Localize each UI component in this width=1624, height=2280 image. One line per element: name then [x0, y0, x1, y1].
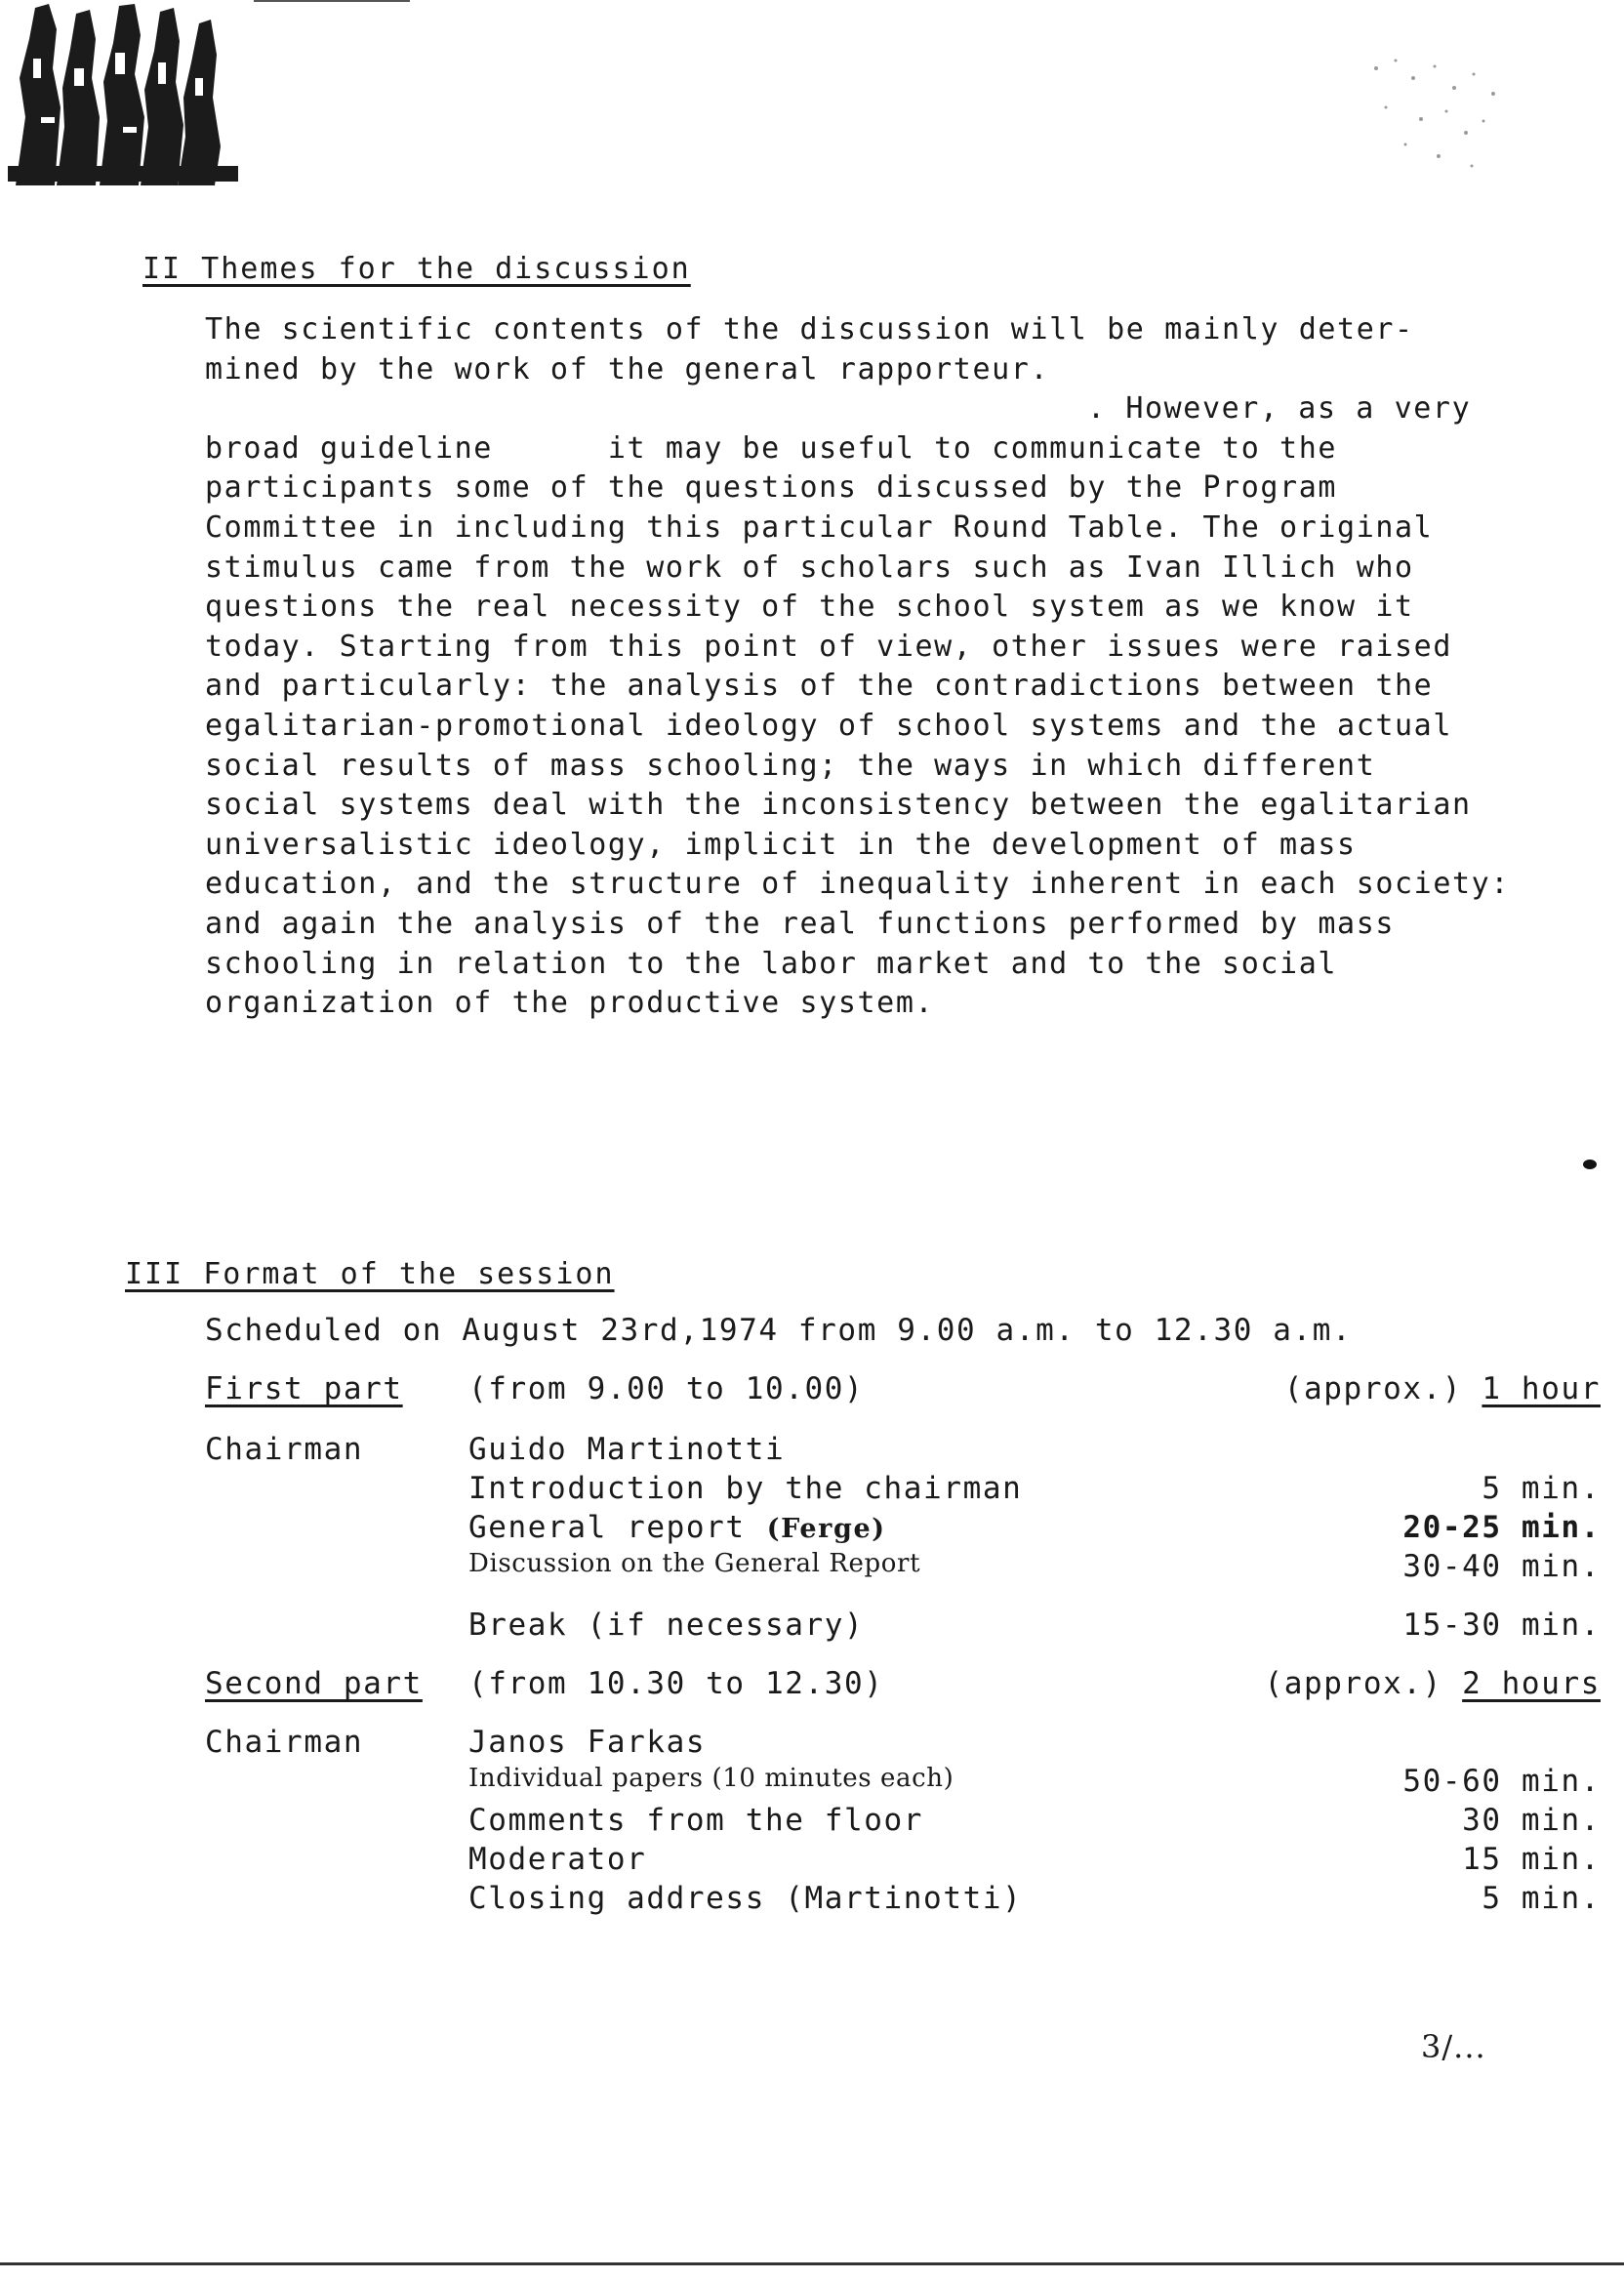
- paragraph-line: broad guideline it may be useful to communicate to the: [205, 430, 1338, 466]
- agenda-item-duration: 30-40 min.: [1402, 1549, 1601, 1584]
- paragraph-line: mined by the work of the general rapporteur.: [205, 351, 1050, 387]
- second-part-range: (from 10.30 to 12.30): [468, 1666, 884, 1701]
- logo-figures-image: [6, 0, 240, 187]
- second-part-approx: (approx.): [1264, 1666, 1442, 1701]
- page-continuation-marker: 3/...: [1421, 2028, 1486, 2065]
- second-part-duration: [1265, 1666, 1602, 1701]
- paragraph-line: social results of mass schooling; the ways in which different: [205, 748, 1376, 783]
- paragraph-line: social systems deal with the inconsistency between the egalitarian: [205, 788, 1472, 823]
- agenda-item: [205, 1881, 1601, 1920]
- agenda-item-text: Introduction by the chairman: [468, 1471, 1023, 1506]
- break-duration: 15-30 min.: [1402, 1608, 1601, 1643]
- paragraph-line: schooling in relation to the labor market and to the social: [205, 946, 1338, 981]
- second-part-label: Second part: [205, 1666, 423, 1701]
- agenda-item: [205, 1510, 1601, 1549]
- paragraph-line: questions the real necessity of the school system as we know it: [205, 590, 1414, 625]
- paragraph-line: universalistic ideology, implicit in the development of mass: [205, 827, 1357, 862]
- section-2-heading: II Themes for the discussion: [142, 252, 691, 286]
- first-part-row: [205, 1371, 1601, 1410]
- section-3-heading: III Format of the session: [125, 1257, 615, 1291]
- chairman-label: Chairman: [205, 1432, 364, 1467]
- first-part-hours: 1 hour: [1482, 1371, 1601, 1406]
- ink-smudge: [1583, 1160, 1597, 1169]
- agenda-item-text: General report: [468, 1510, 746, 1545]
- themes-paragraph: [205, 310, 1571, 1024]
- agenda-item: [205, 1764, 1601, 1803]
- first-part-label: First part: [205, 1371, 403, 1406]
- second-chairman-row: [205, 1725, 1601, 1764]
- agenda-item-duration: 15 min.: [1462, 1842, 1601, 1877]
- first-part-approx: (approx.): [1283, 1371, 1463, 1406]
- bottom-rule: [0, 2262, 1624, 2265]
- agenda-item-duration: 5 min.: [1482, 1881, 1601, 1916]
- agenda-item-text: Individual papers (10 minutes each): [468, 1764, 954, 1793]
- top-rule: [254, 0, 410, 2]
- agenda-item: [205, 1471, 1601, 1510]
- paragraph-line: and again the analysis of the real functions performed by mass: [205, 906, 1396, 941]
- paragraph-line: and particularly: the analysis of the contradictions between the: [205, 669, 1434, 704]
- agenda-item-duration: 50-60 min.: [1402, 1764, 1601, 1799]
- agenda-item-text: Closing address (Martinotti): [468, 1881, 1023, 1916]
- first-chairman-row: [205, 1432, 1601, 1471]
- scheduled-line: [205, 1313, 1601, 1352]
- agenda-item-text-wrap: [468, 1510, 886, 1545]
- chairman-label: Chairman: [205, 1725, 364, 1760]
- first-part-range: (from 9.00 to 10.00): [468, 1371, 865, 1406]
- agenda-item-duration: 20-25 min.: [1402, 1510, 1601, 1545]
- paragraph-line: stimulus came from the work of scholars such as Ivan Illich who: [205, 550, 1414, 585]
- first-part-duration: [1284, 1371, 1601, 1406]
- scheduled-text: Scheduled on August 23rd,1974 from 9.00 a.m. to 12.30 a.m.: [205, 1313, 1353, 1348]
- agenda-item-note: (Ferge): [766, 1514, 886, 1544]
- scan-speckle: [1357, 39, 1552, 185]
- agenda-item-duration: 5 min.: [1482, 1471, 1601, 1506]
- chairman-name: Guido Martinotti: [468, 1432, 786, 1467]
- paragraph-line: participants some of the questions discussed by the Program: [205, 470, 1338, 506]
- paragraph-line: education, and the structure of inequality inherent in each society:: [205, 867, 1510, 902]
- agenda-item-text: Moderator: [468, 1842, 647, 1877]
- agenda-item-text: Comments from the floor: [468, 1803, 924, 1838]
- agenda-item-text: Discussion on the General Report: [468, 1549, 921, 1578]
- paragraph-line: egalitarian-promotional ideology of school systems and the actual: [205, 708, 1452, 743]
- agenda-item-duration: 30 min.: [1462, 1803, 1601, 1838]
- paragraph-line: today. Starting from this point of view, other issues were raised: [205, 629, 1452, 664]
- agenda-item: [205, 1549, 1601, 1588]
- chairman-name: Janos Farkas: [468, 1725, 707, 1760]
- paragraph-line: organization of the productive system.: [205, 986, 935, 1021]
- second-part-row: [205, 1666, 1601, 1705]
- second-part-hours: 2 hours: [1462, 1666, 1601, 1701]
- agenda-item: [205, 1842, 1601, 1881]
- break-row: [205, 1608, 1601, 1647]
- paragraph-line: Committee in including this particular Round Table. The original: [205, 509, 1434, 545]
- agenda-item: [205, 1803, 1601, 1842]
- break-text: Break (if necessary): [468, 1608, 865, 1643]
- paragraph-line: The scientific contents of the discussion will be mainly deter-: [205, 312, 1414, 346]
- paragraph-line: . However, as a very: [1087, 391, 1472, 427]
